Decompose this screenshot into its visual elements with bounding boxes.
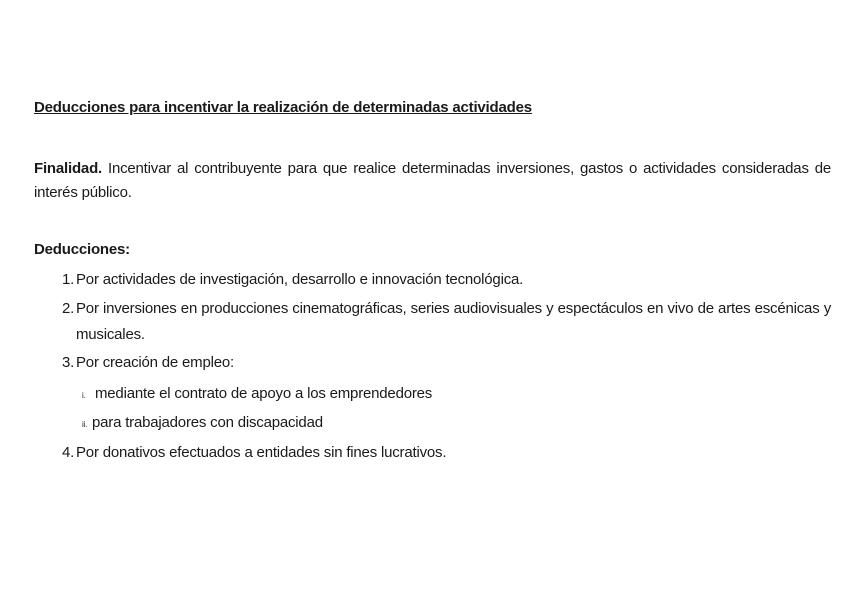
purpose-text: Incentivar al contribuyente para que realice determinadas inversiones, gastos o actividades consideradas de interés público. [34, 160, 831, 201]
document-heading: Deducciones para incentivar la realización de determinadas actividades [34, 99, 532, 116]
list-item-4 [62, 440, 831, 466]
list-item-3 [62, 350, 831, 376]
sub-item-1 [82, 383, 432, 407]
deductions-title: Deducciones: [34, 241, 130, 258]
sub-item-text: mediante el contrato de apoyo a los emprendedores [95, 385, 433, 402]
list-item-1 [62, 267, 831, 293]
list-number: 3. [62, 354, 75, 371]
roman-numeral: ii. [82, 420, 88, 429]
purpose-label: Finalidad. [34, 160, 103, 177]
sub-item-text: para trabajadores con discapacidad [92, 414, 323, 431]
list-item-text: Por actividades de investigación, desarrollo e innovación tecnológica. [76, 271, 524, 288]
sub-item-2 [82, 412, 323, 436]
list-number: 1. [62, 271, 75, 288]
list-number: 4. [62, 444, 75, 461]
list-item-text: Por donativos efectuados a entidades sin fines lucrativos. [76, 444, 447, 461]
list-item-2 [62, 296, 831, 348]
list-number: 2. [62, 300, 75, 317]
purpose-paragraph [34, 157, 831, 205]
document-page [34, 0, 831, 599]
list-item-text: Por creación de empleo: [76, 354, 234, 371]
roman-numeral: i. [82, 391, 86, 400]
list-item-text: Por inversiones en producciones cinematográficas, series audiovisuales y espectáculos en vivo de artes escénicas y musicales. [76, 300, 831, 343]
